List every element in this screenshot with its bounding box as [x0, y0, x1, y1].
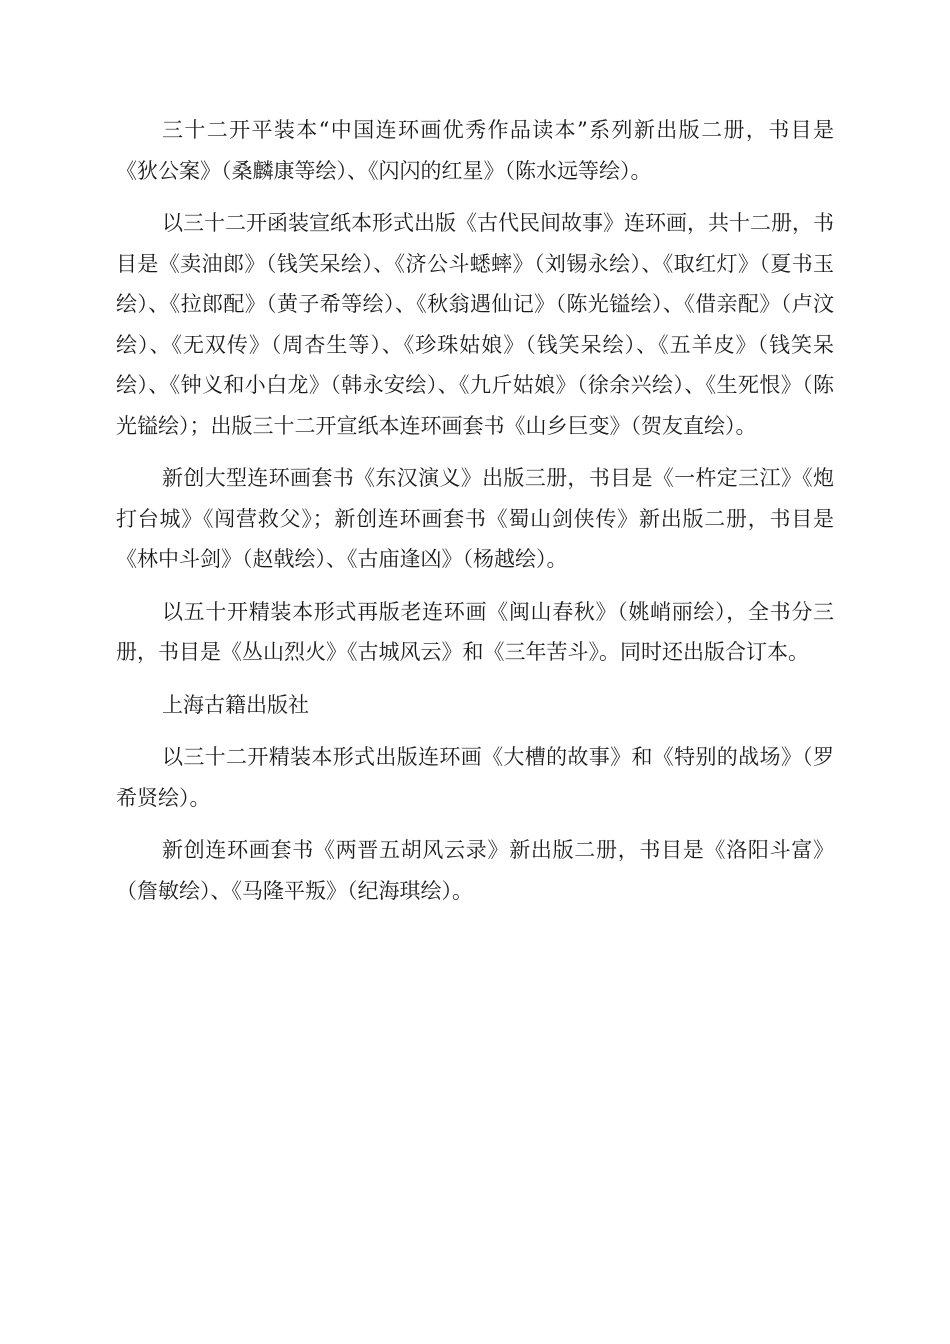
paragraph: 三十二开平装本“中国连环画优秀作品读本”系列新出版二册，书目是《狄公案》（桑麟康等绘）、《闪闪的红星》（陈水远等绘）。: [116, 118, 834, 183]
paragraph: 以三十二开精装本形式出版连环画《大槽的故事》和《特别的战场》（罗希贤绘）。: [116, 745, 834, 810]
section-heading: 上海古籍出版社: [162, 692, 309, 717]
paragraph: 新创连环画套书《两晋五胡风云录》新出版二册，书目是《洛阳斗富》（詹敏绘）、《马隆平叛》（纪海琪绘）。: [116, 838, 834, 903]
paragraph: 以五十开精装本形式再版老连环画《闽山春秋》（姚峭丽绘），全书分三册，书目是《丛山烈火》《古城风云》和《三年苦斗》。同时还出版合订本。: [116, 599, 834, 664]
paragraph: 以三十二开函装宣纸本形式出版《古代民间故事》连环画，共十二册，书目是《卖油郎》（钱笑呆绘）、《济公斗蟋蟀》（刘锡永绘）、《取红灯》（夏书玉绘）、《拉郎配》（黄子希等绘）、《秋翁遇仙记》（陈光镒绘）、《借亲配》（卢汶绘）、《无双传》（周杏生等）、《珍珠姑娘》（钱笑呆绘）、《五羊皮》（钱笑呆绘）、《钟义和小白龙》（韩永安绘）、《九斤姑娘》（徐余兴绘）、《生死恨》（陈光镒绘）；出版三十二开宣纸本连环画套书《山乡巨变》（贺友直绘）。: [116, 211, 834, 438]
paragraph: 新创大型连环画套书《东汉演义》出版三册，书目是《一杵定三江》《炮打台城》《闯营救父》；新创连环画套书《蜀山剑侠传》新出版二册，书目是《林中斗剑》（赵戟绘）、《古庙逢凶》（杨越绘）。: [116, 466, 834, 571]
document-body: [116, 110, 834, 923]
